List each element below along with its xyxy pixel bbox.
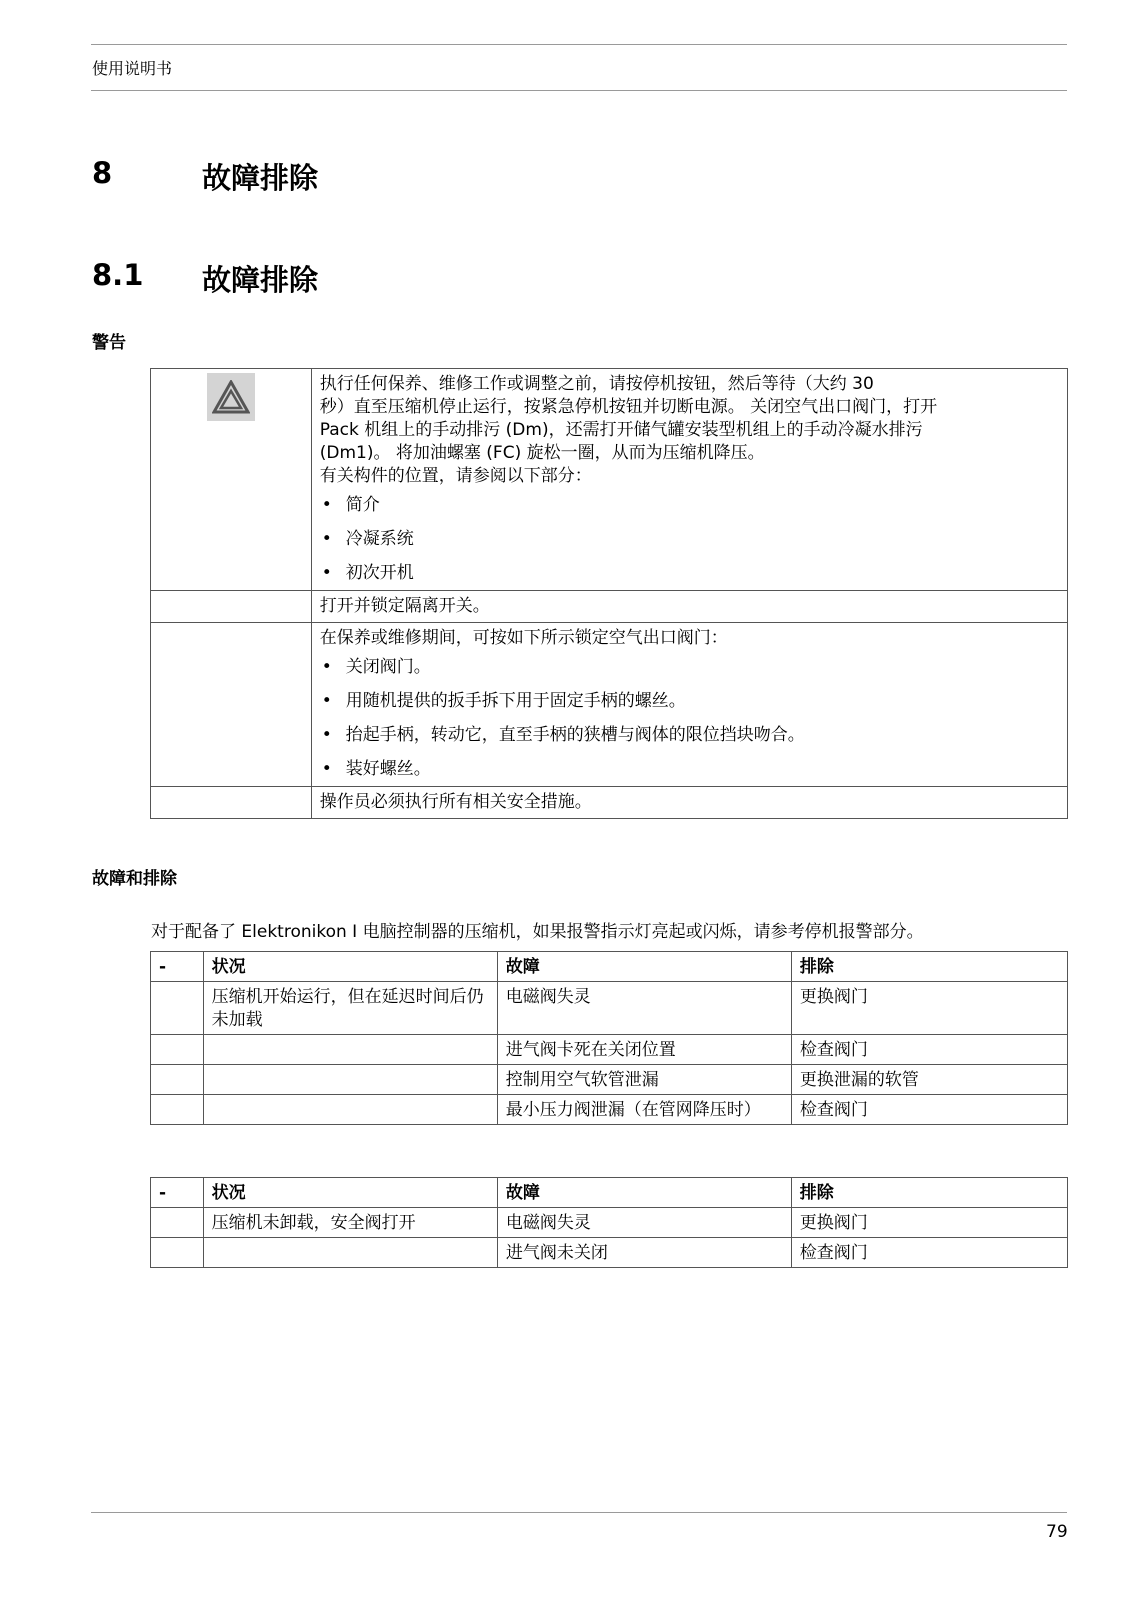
- header-rule-top: [91, 44, 1067, 45]
- col-header: -: [151, 952, 204, 982]
- table-cell: 检查阀门: [791, 1035, 1067, 1065]
- table-header-row: [151, 952, 1068, 982]
- table-cell: 更换阀门: [791, 1208, 1067, 1238]
- table-cell: [151, 1238, 204, 1268]
- col-header: 状况: [203, 1178, 497, 1208]
- warning-row: [151, 369, 1068, 591]
- section-heading: [92, 258, 318, 299]
- col-header: 排除: [791, 952, 1067, 982]
- section-title: 故障排除: [202, 263, 319, 297]
- text-line: Pack 机组上的手动排污 (Dm)，还需打开储气罐安装型机组上的手动冷凝水排污: [319, 420, 923, 440]
- warning-text-cell: [311, 787, 1067, 819]
- table-cell: 进气阀卡死在关闭位置: [497, 1035, 791, 1065]
- fault-table: [150, 1177, 1068, 1268]
- table-row: [151, 1238, 1068, 1268]
- header-label: 使用说明书: [92, 59, 173, 78]
- chapter-title: 故障排除: [202, 161, 319, 195]
- warning-paragraph: [320, 369, 1059, 488]
- empty-cell: [151, 591, 312, 623]
- fault-table: [150, 951, 1068, 1125]
- faults-heading: 故障和排除: [92, 869, 177, 889]
- warning-heading: 警告: [92, 333, 126, 353]
- table-row: [151, 1065, 1068, 1095]
- col-header: 故障: [497, 952, 791, 982]
- list-item: • 关闭阀门。: [320, 650, 1059, 684]
- table-cell: 检查阀门: [791, 1095, 1067, 1125]
- text-line: 在保养或维修期间，可按如下所示锁定空气出口阀门：: [319, 628, 728, 648]
- text-line: 执行任何保养、维修工作或调整之前，请按停机按钮，然后等待（大约 30: [319, 374, 874, 394]
- table-cell: [203, 1238, 497, 1268]
- col-header: 故障: [497, 1178, 791, 1208]
- col-header: -: [151, 1178, 204, 1208]
- table-cell: 电磁阀失灵: [497, 982, 791, 1035]
- table-cell: [151, 1095, 204, 1125]
- table-cell: [203, 1095, 497, 1125]
- table-cell: 检查阀门: [791, 1238, 1067, 1268]
- text-line: 有关构件的位置，请参阅以下部分：: [319, 466, 592, 486]
- lock-steps-list: [320, 650, 1059, 786]
- table-cell: 压缩机开始运行，但在延迟时间后仍未加载: [203, 982, 497, 1035]
- warning-row: [151, 623, 1068, 787]
- table-row: [151, 1095, 1068, 1125]
- col-header: 状况: [203, 952, 497, 982]
- table-cell: [151, 1208, 204, 1238]
- warning-icon-cell: [151, 369, 312, 591]
- table-cell: 更换阀门: [791, 982, 1067, 1035]
- warning-triangle-icon: [207, 373, 255, 421]
- list-item: • 装好螺丝。: [320, 752, 1059, 786]
- table-row: [151, 1035, 1068, 1065]
- text-line: 秒）直至压缩机停止运行，按紧急停机按钮并切断电源。 关闭空气出口阀门，打开: [319, 397, 938, 417]
- table-row: [151, 982, 1068, 1035]
- chapter-heading: [92, 156, 318, 197]
- footer-rule: [91, 1512, 1067, 1513]
- table-cell: 电磁阀失灵: [497, 1208, 791, 1238]
- table-cell: 压缩机未卸载，安全阀打开: [203, 1208, 497, 1238]
- list-item: • 简介: [320, 488, 1059, 522]
- table-cell: [203, 1035, 497, 1065]
- page-number: 79: [1046, 1522, 1068, 1542]
- table-cell: [151, 1065, 204, 1095]
- empty-cell: [151, 623, 312, 787]
- header-rule-bottom: [91, 90, 1067, 91]
- faults-intro: 对于配备了 Elektronikon I 电脑控制器的压缩机，如果报警指示灯亮起或闪烁，请参考停机报警部分。: [151, 922, 924, 942]
- list-item: • 用随机提供的扳手拆下用于固定手柄的螺丝。: [320, 684, 1059, 718]
- col-header: 排除: [791, 1178, 1067, 1208]
- warning-text-cell: [311, 623, 1067, 787]
- text-line: 操作员必须执行所有相关安全措施。: [319, 792, 592, 812]
- table-cell: [151, 982, 204, 1035]
- text-line: (Dm1)。 将加油螺塞 (FC) 旋松一圈，从而为压缩机降压。: [319, 443, 765, 463]
- warning-text-cell: [311, 369, 1067, 591]
- list-item: • 抬起手柄，转动它，直至手柄的狭槽与阀体的限位挡块吻合。: [320, 718, 1059, 752]
- table-cell: [151, 1035, 204, 1065]
- table-cell: 控制用空气软管泄漏: [497, 1065, 791, 1095]
- table-cell: [203, 1065, 497, 1095]
- table-cell: 更换泄漏的软管: [791, 1065, 1067, 1095]
- empty-cell: [151, 787, 312, 819]
- chapter-number: 8: [92, 156, 113, 190]
- warning-text-cell: [311, 591, 1067, 623]
- warning-row: [151, 787, 1068, 819]
- text-line: 打开并锁定隔离开关。: [319, 596, 490, 616]
- table-header-row: [151, 1178, 1068, 1208]
- list-item: • 初次开机: [320, 556, 1059, 590]
- list-item: • 冷凝系统: [320, 522, 1059, 556]
- warning-table: [150, 368, 1068, 819]
- warning-row: [151, 591, 1068, 623]
- table-cell: 进气阀未关闭: [497, 1238, 791, 1268]
- section-number: 8.1: [92, 258, 144, 292]
- component-list: [320, 488, 1059, 590]
- table-cell: 最小压力阀泄漏（在管网降压时）: [497, 1095, 791, 1125]
- table-row: [151, 1208, 1068, 1238]
